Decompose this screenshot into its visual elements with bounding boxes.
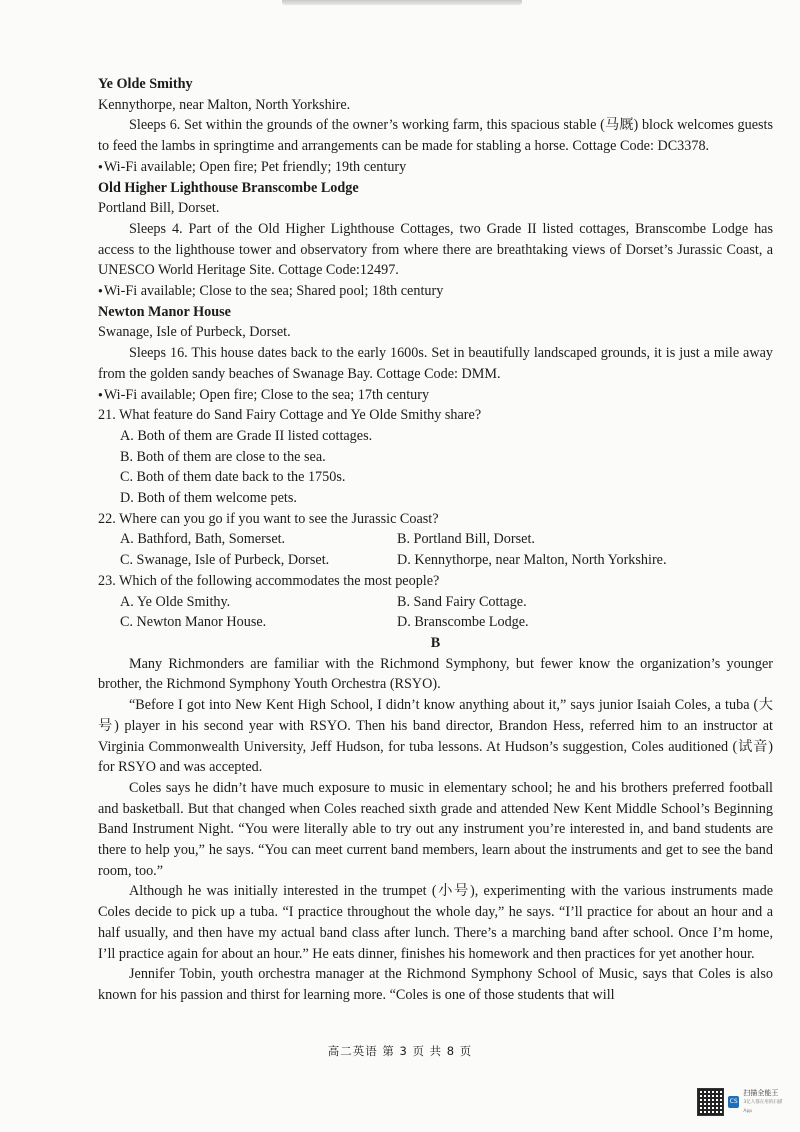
cottage-location: Swanage, Isle of Purbeck, Dorset. <box>98 324 291 341</box>
question-stem: 23. Which of the following accommodates the most people? <box>98 572 440 589</box>
passage-paragraph: Many Richmonders are familiar with the Richmond Symphony, but fewer know the organization’s younger brother, the Richmond Symphony Youth Orchestra (RSYO). <box>98 655 773 693</box>
passage-paragraph: Jennifer Tobin, youth orchestra manager at the Richmond Symphony School of Music, says that Coles is also known for his passion and thirst for learning more. “Coles is one of those students that will <box>98 966 773 1003</box>
cottage-name: Newton Manor House <box>98 303 231 320</box>
cottage-entry <box>98 74 773 178</box>
page-footer: 高二英语 第 3 页 共 8 页 <box>327 1044 473 1058</box>
cottage-features: ● Wi-Fi available; Close to the sea; Shared pool; 18th century <box>98 281 773 302</box>
options-grid <box>98 529 773 570</box>
top-edge-shadow <box>282 0 522 5</box>
question-23 <box>98 571 773 633</box>
options-grid <box>98 592 773 633</box>
cottage-description: Sleeps 16. This house dates back to the early 1600s. Set in beautifully landscaped grounds, it is just a mile away from the golden sandy beaches of Swanage Bay. Cottage Code: DMM. <box>98 345 773 382</box>
option-a: A. Both of them are Grade II listed cottages. <box>120 427 373 444</box>
scanner-brand <box>743 1089 789 1116</box>
option-d: D. Both of them welcome pets. <box>120 490 297 507</box>
cottage-entry <box>98 178 773 302</box>
option-a: A. Bathford, Bath, Somerset. <box>120 531 286 548</box>
cottage-features: ● Wi-Fi available; Open fire; Pet friendly; 19th century <box>98 157 773 178</box>
question-21 <box>98 405 773 509</box>
question-stem: 22. Where can you go if you want to see the Jurassic Coast? <box>98 510 439 527</box>
option-c: C. Swanage, Isle of Purbeck, Dorset. <box>120 552 330 569</box>
cottage-location: Portland Bill, Dorset. <box>98 200 220 217</box>
cottage-name: Old Higher Lighthouse Branscombe Lodge <box>98 179 359 196</box>
cottage-features: ● Wi-Fi available; Open fire; Close to the sea; 17th century <box>98 385 773 406</box>
option-d: D. Kennythorpe, near Malton, North Yorkshire. <box>397 552 667 569</box>
qr-code-icon <box>697 1088 724 1116</box>
option-b: B. Sand Fairy Cottage. <box>397 593 527 610</box>
scanner-tagline: 3亿人都在用的扫描App <box>743 1099 783 1114</box>
cottage-location: Kennythorpe, near Malton, North Yorkshire. <box>98 96 351 113</box>
camscanner-logo-icon: CS <box>728 1096 739 1108</box>
cottage-entry <box>98 302 773 406</box>
option-c: C. Newton Manor House. <box>120 614 267 631</box>
exam-page-content <box>98 74 773 1006</box>
passage-paragraph: Although he was initially interested in the trumpet (小号), experimenting with the various instruments made Coles decide to pick up a tuba. “I practice throughout the whole day,” he says. “I’ll practice for about an hour and a half usually, and then have my actual band class after lunch. There’s a marching band after school. Once I’m home, I’ll practice again for about an hour.” He eats dinner, finishes his homework and then practices for yet another hour. <box>98 883 773 962</box>
passage-paragraph: Coles says he didn’t have much exposure to music in elementary school; he and his brothers preferred football and basketball. But that changed when Coles reached sixth grade and attended New Kent Middle School’s Beginning Band Instrument Night. “You were literally able to try out any instrument you’re interested in, and band students are there to help you,” he says. “You can meet current band members, learn about the instruments and get to see the band room, too.” <box>98 779 773 879</box>
option-b: B. Both of them are close to the sea. <box>120 448 326 465</box>
cottage-description: Sleeps 4. Part of the Old Higher Lighthouse Cottages, two Grade II listed cottages, Branscombe Lodge has access to the lighthouse tower and observatory from where there are breathtaking views of Dorset’s Jurassic Coast, a UNESCO World Heritage Site. Cottage Code:12497. <box>98 220 773 279</box>
question-stem: 21. What feature do Sand Fairy Cottage and Ye Olde Smithy share? <box>98 407 482 424</box>
option-d: D. Branscombe Lodge. <box>397 614 529 631</box>
section-label: B <box>430 634 441 651</box>
cottage-description: Sleeps 6. Set within the grounds of the owner’s working farm, this spacious stable (马厩) block welcomes guests to feed the lambs in springtime and arrangements can be made for stabling a horse. Cottage Code: DC3378. <box>98 117 773 155</box>
passage-paragraph: “Before I got into New Kent High School, I didn’t know anything about it,” says junior Isaiah Coles, a tuba (大号) player in his second year with RSYO. Then his band director, Brandon Hess, referred him to an instructor at Virginia Commonwealth University, Jeff Hudson, for tuba lessons. At Hudson’s suggestion, Coles auditioned (试音) for RSYO and was accepted. <box>98 697 773 776</box>
scanner-brand-name: 扫描全能王 <box>743 1088 779 1097</box>
scanner-watermark <box>697 1088 789 1116</box>
option-b: B. Portland Bill, Dorset. <box>397 531 535 548</box>
option-a: A. Ye Olde Smithy. <box>120 593 231 610</box>
question-22 <box>98 509 773 571</box>
cottage-name: Ye Olde Smithy <box>98 76 193 92</box>
option-c: C. Both of them date back to the 1750s. <box>120 469 346 486</box>
